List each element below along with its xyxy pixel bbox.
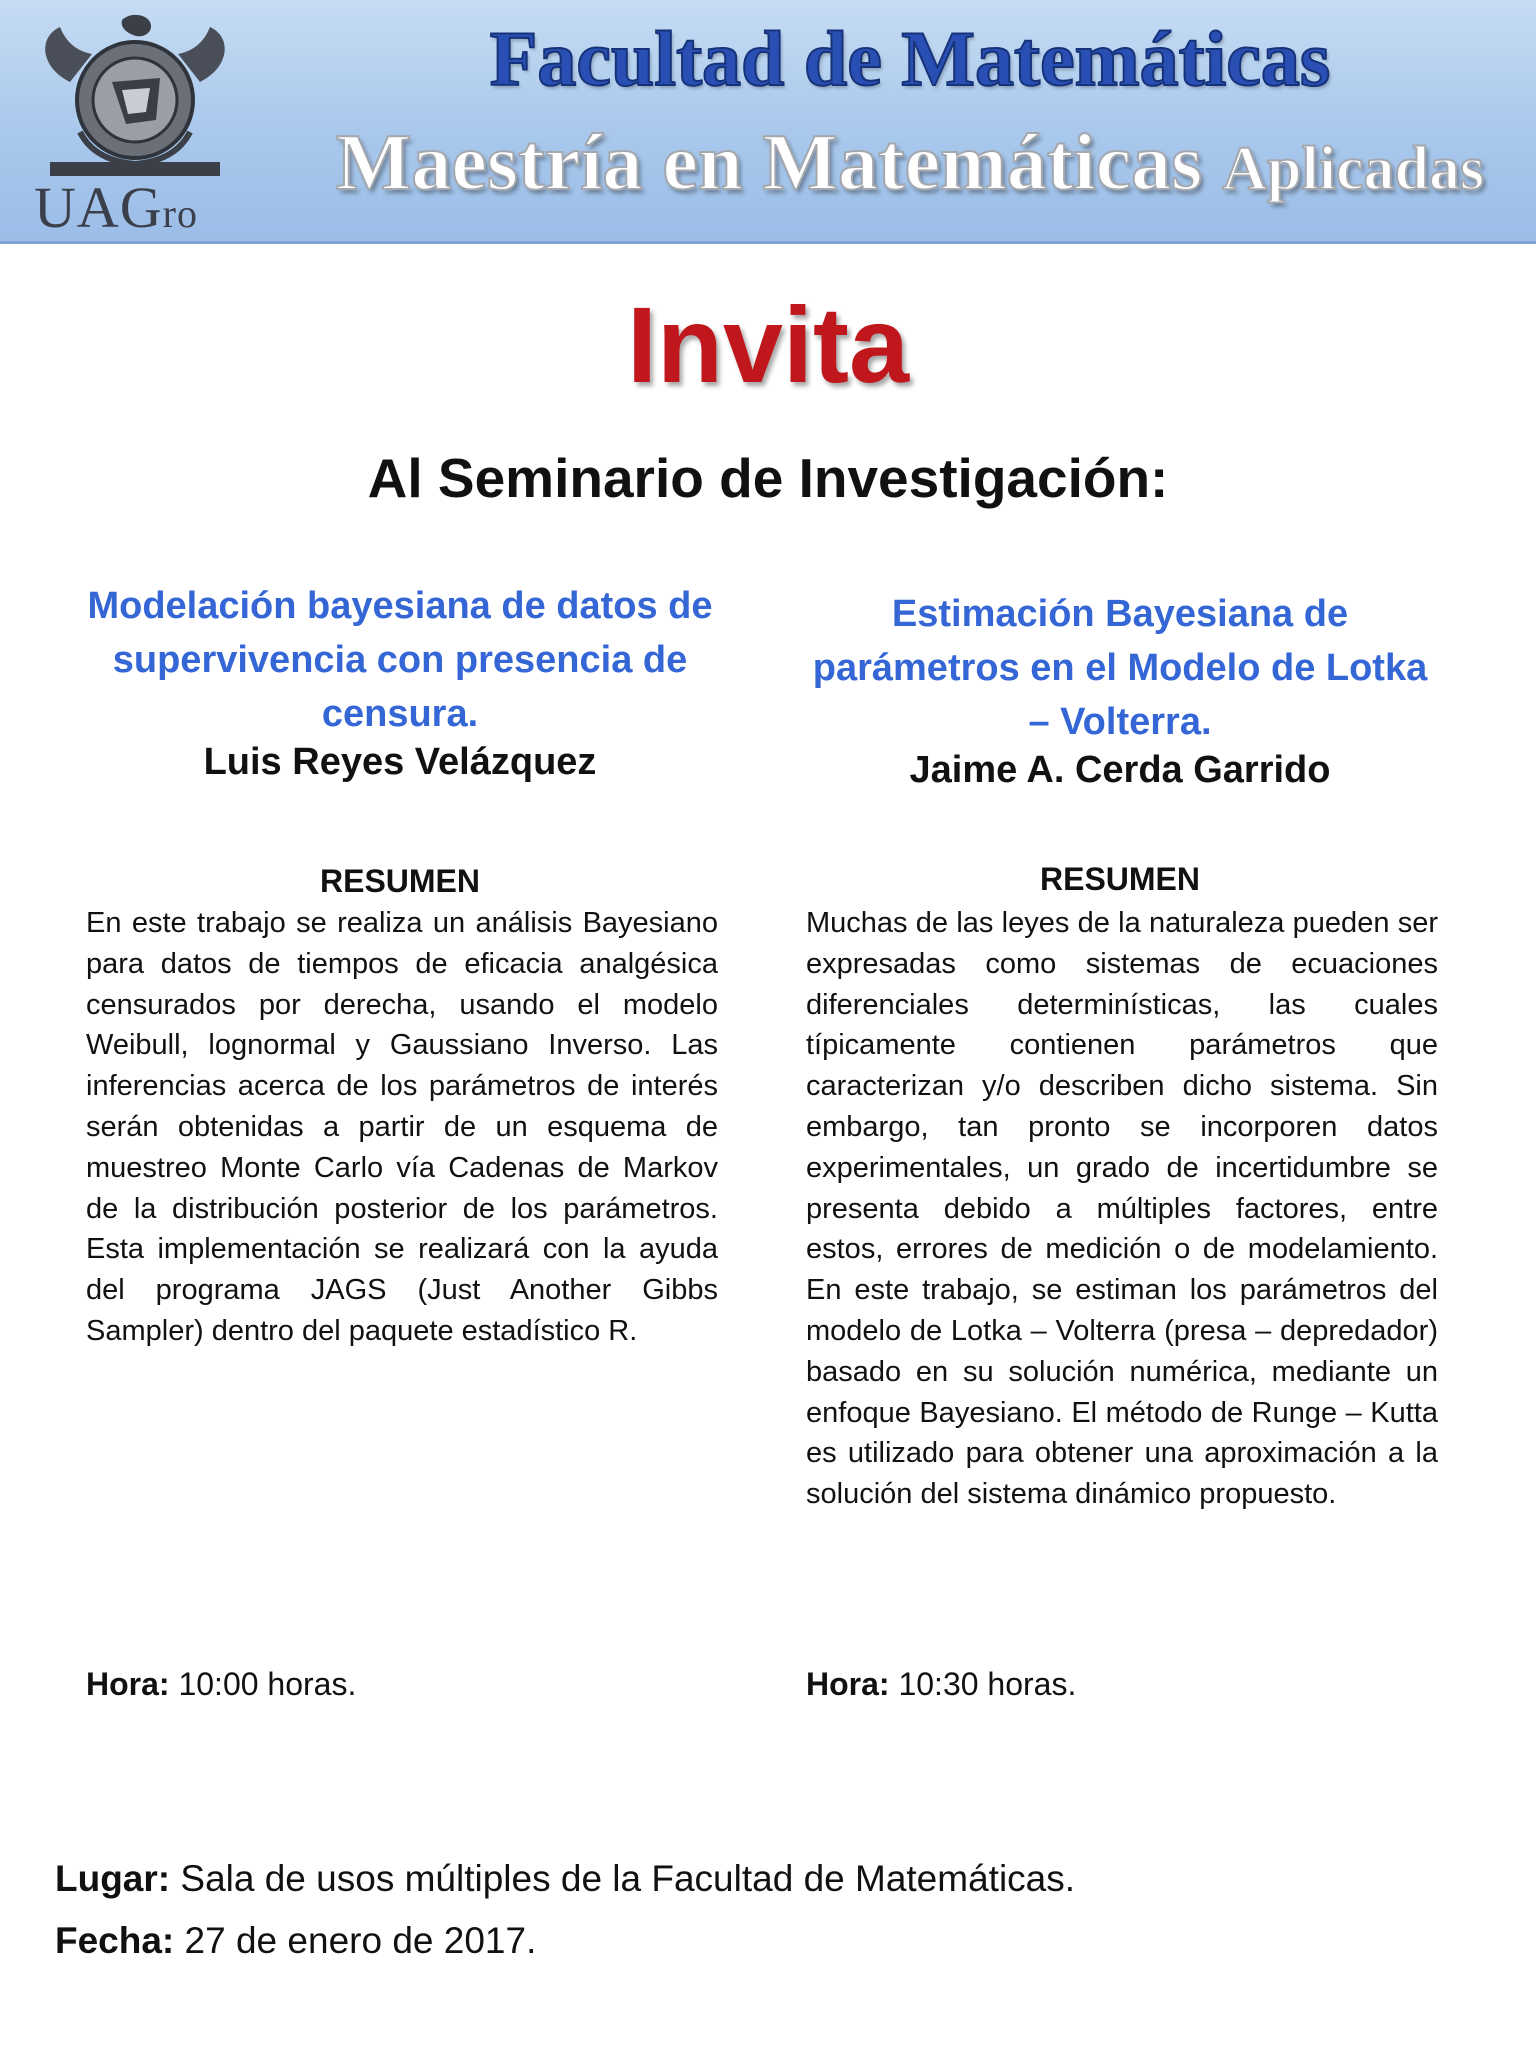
venue-line: Lugar: Sala de usos múltiples de la Facultad de Matemáticas. (55, 1858, 1076, 1899)
date-line: Fecha: 27 de enero de 2017. (55, 1920, 537, 1961)
talk-time: Hora: 10:00 horas. (86, 1666, 357, 1702)
logo-wordmark: UAGro (34, 175, 198, 240)
speaker-name: Luis Reyes Velázquez (203, 741, 597, 783)
resumen-heading: RESUMEN (1039, 861, 1200, 897)
invita-heading: Invita (626, 284, 910, 405)
faculty-title: Facultad de Matemáticas (489, 15, 1331, 102)
header-banner (0, 0, 1536, 244)
talk-title: Modelación bayesiana de datos de supervivencia con presencia de censura. (87, 585, 713, 735)
talk-title: Estimación Bayesiana de parámetros en el Modelo de Lotka – Volterra. (812, 593, 1428, 743)
talk-time: Hora: 10:30 horas. (806, 1666, 1077, 1702)
program-title: Maestría en Matemáticas Aplicadas (335, 119, 1485, 207)
seminar-heading: Al Seminario de Investigación: (367, 447, 1169, 509)
speaker-name: Jaime A. Cerda Garrido (909, 749, 1331, 791)
university-logo (30, 12, 240, 240)
university-seal-icon (30, 12, 240, 182)
abstract-text: En este trabajo se realiza un análisis Bayesiano para datos de tiempos de eficacia analgésica censurados por derecha, usando el modelo Weibull, lognormal y Gaussiano Inverso. Las inferencias acerca de los parámetros de interés serán obtenidas a partir de un esquema de muestreo Monte Carlo vía Cadenas de Markov de la distribución posterior de los parámetros. Esta implementación se realizará con la ayuda del programa JAGS (Just Another Gibbs Sampler) dentro del paquete estadístico R. (86, 907, 718, 1347)
abstract-text: Muchas de las leyes de la naturaleza pueden ser expresadas como sistemas de ecuaciones diferenciales determinísticas, las cuales típicamente contienen parámetros que caracterizan y/o describen dicho sistema. Sin embargo, tan pronto se incorporen datos experimentales, un grado de incertidumbre se presenta debido a múltiples factores, entre estos, errores de medición o de modelamiento. En este trabajo, se estiman los parámetros del modelo de Lotka – Volterra (presa – depredador) basado en su solución numérica, mediante un enfoque Bayesiano. El método de Runge – Kutta es utilizado para obtener una aproximación a la solución del sistema dinámico propuesto. (806, 907, 1438, 1511)
resumen-heading: RESUMEN (319, 863, 480, 899)
